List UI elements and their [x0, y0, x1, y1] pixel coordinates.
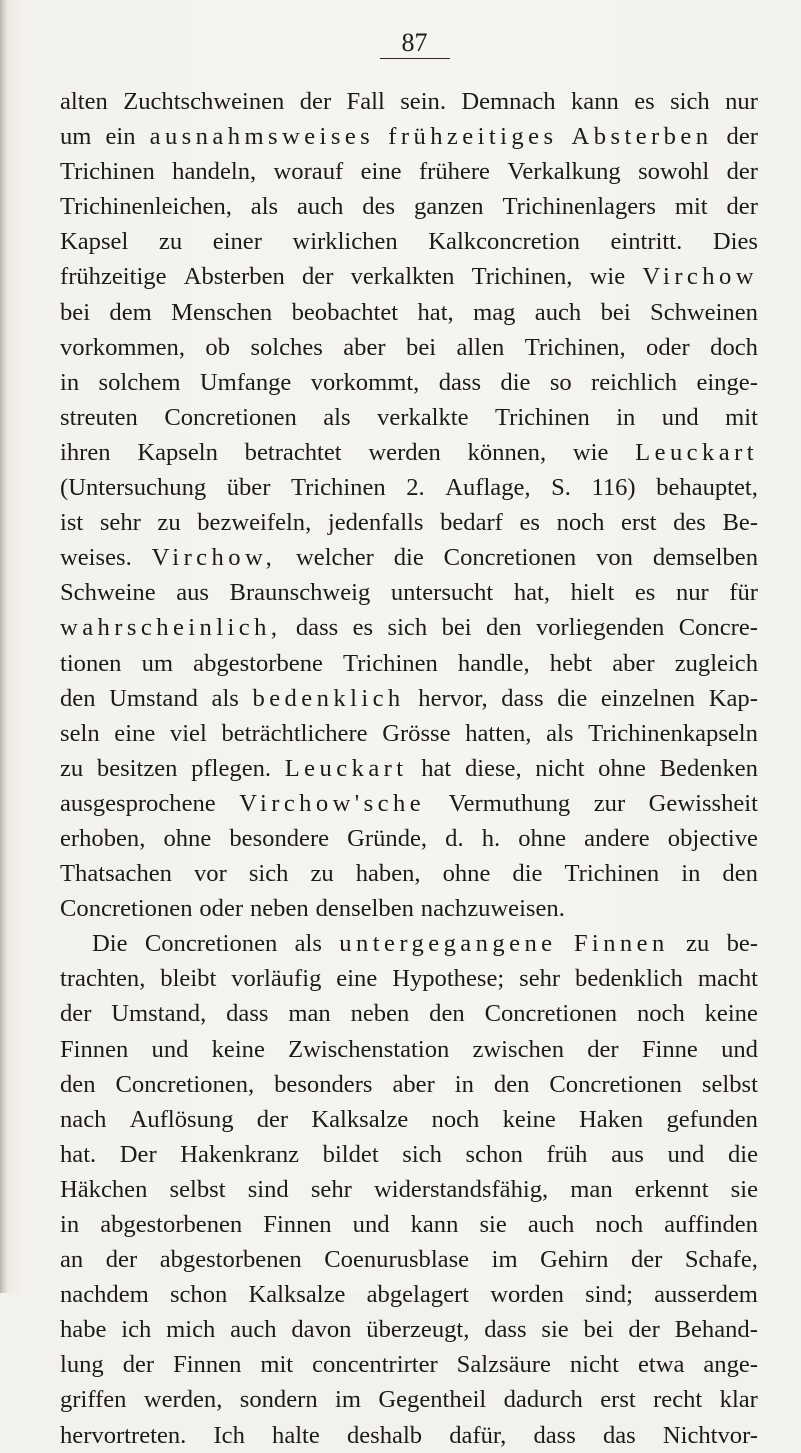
- text-line: um ein ausnahmsweises frühzeitiges Absterben der: [60, 123, 758, 151]
- text-line: hervortreten. Ich halte deshalb dafür, dass das Nichtvor-: [60, 1421, 758, 1449]
- body-text: [60, 84, 758, 1453]
- text-line: griffen werden, sondern im Gegentheil dadurch erst recht klar: [60, 1386, 758, 1414]
- text-line: Finnen und keine Zwischenstation zwischen der Finne und: [60, 1035, 758, 1063]
- text-line: erhoben, ohne besondere Gründe, d. h. ohne andere objective: [60, 824, 758, 852]
- text-line: Häkchen selbst sind sehr widerstandsfähig, man erkennt sie: [60, 1175, 758, 1203]
- text-line: lung der Finnen mit concentrirter Salzsäure nicht etwa ange-: [60, 1351, 758, 1379]
- text-line: Schweine aus Braunschweig untersucht hat, hielt es nur für: [60, 579, 758, 607]
- text-line: der Umstand, dass man neben den Concretionen noch keine: [60, 1000, 758, 1028]
- text-line: streuten Concretionen als verkalkte Trichinen in und mit: [60, 403, 758, 431]
- text-line: hat. Der Hakenkranz bildet sich schon früh aus und die: [60, 1140, 758, 1168]
- text-line: zu besitzen pflegen. Leuckart hat diese, nicht ohne Bedenken: [60, 754, 758, 782]
- binding-shadow: [0, 0, 8, 1293]
- text-line: frühzeitige Absterben der verkalkten Trichinen, wie Virchow: [60, 263, 758, 291]
- text-line: an der abgestorbenen Coenurusblase im Gehirn der Schafe,: [60, 1246, 758, 1274]
- text-line: ist sehr zu bezweifeln, jedenfalls bedarf es noch erst des Be-: [60, 509, 758, 537]
- text-line: tionen um abgestorbene Trichinen handle, hebt aber zugleich: [60, 649, 758, 677]
- text-line: habe ich mich auch davon überzeugt, dass sie bei der Behand-: [60, 1316, 758, 1344]
- text-line: (Untersuchung über Trichinen 2. Auflage, S. 116) behauptet,: [60, 474, 758, 502]
- text-line: Thatsachen vor sich zu haben, ohne die Trichinen in den: [60, 860, 758, 888]
- text-line: Trichinen handeln, worauf eine frühere Verkalkung sowohl der: [60, 158, 758, 186]
- text-line: Kapsel zu einer wirklichen Kalkconcretion eintritt. Dies: [60, 228, 758, 256]
- text-line: ihren Kapseln betrachtet werden können, wie Leuckart: [60, 438, 758, 466]
- text-line: vorkommen, ob solches aber bei allen Trichinen, oder doch: [60, 333, 758, 361]
- text-line: in abgestorbenen Finnen und kann sie auch noch auffinden: [60, 1211, 758, 1238]
- page-number: [0, 28, 801, 59]
- text-line: Trichinenleichen, als auch des ganzen Trichinenlagers mit der: [60, 193, 758, 221]
- text-line: wahrscheinlich, dass es sich bei den vorliegenden Concre-: [60, 614, 758, 642]
- text-line: Concretionen oder neben denselben nachzuweisen.: [60, 895, 565, 923]
- text-line: nach Auflösung der Kalksalze noch keine Haken gefunden: [60, 1105, 758, 1133]
- text-line: trachten, bleibt vorläufig eine Hypothese; sehr bedenklich macht: [60, 965, 758, 993]
- text-line: in solchem Umfange vorkommt, dass die so reichlich einge-: [60, 368, 758, 396]
- text-line: ausgesprochene Virchow'sche Vermuthung zur Gewissheit: [60, 789, 758, 817]
- text-line: weises. Virchow, welcher die Concretionen von demselben: [60, 544, 758, 572]
- page-number-text: 87: [380, 28, 450, 59]
- text-line: Die Concretionen als untergegangene Finnen zu be-: [92, 930, 758, 958]
- text-line: alten Zuchtschweinen der Fall sein. Demnach kann es sich nur: [60, 88, 758, 115]
- text-line: den Umstand als bedenklich hervor, dass die einzelnen Kap-: [60, 684, 758, 712]
- text-line: den Concretionen, besonders aber in den Concretionen selbst: [60, 1070, 758, 1098]
- text-line: nachdem schon Kalksalze abgelagert worden sind; ausserdem: [60, 1281, 758, 1309]
- text-line: bei dem Menschen beobachtet hat, mag auch bei Schweinen: [60, 298, 758, 326]
- text-line: seln eine viel beträchtlichere Grösse hatten, als Trichinenkapseln: [60, 719, 758, 747]
